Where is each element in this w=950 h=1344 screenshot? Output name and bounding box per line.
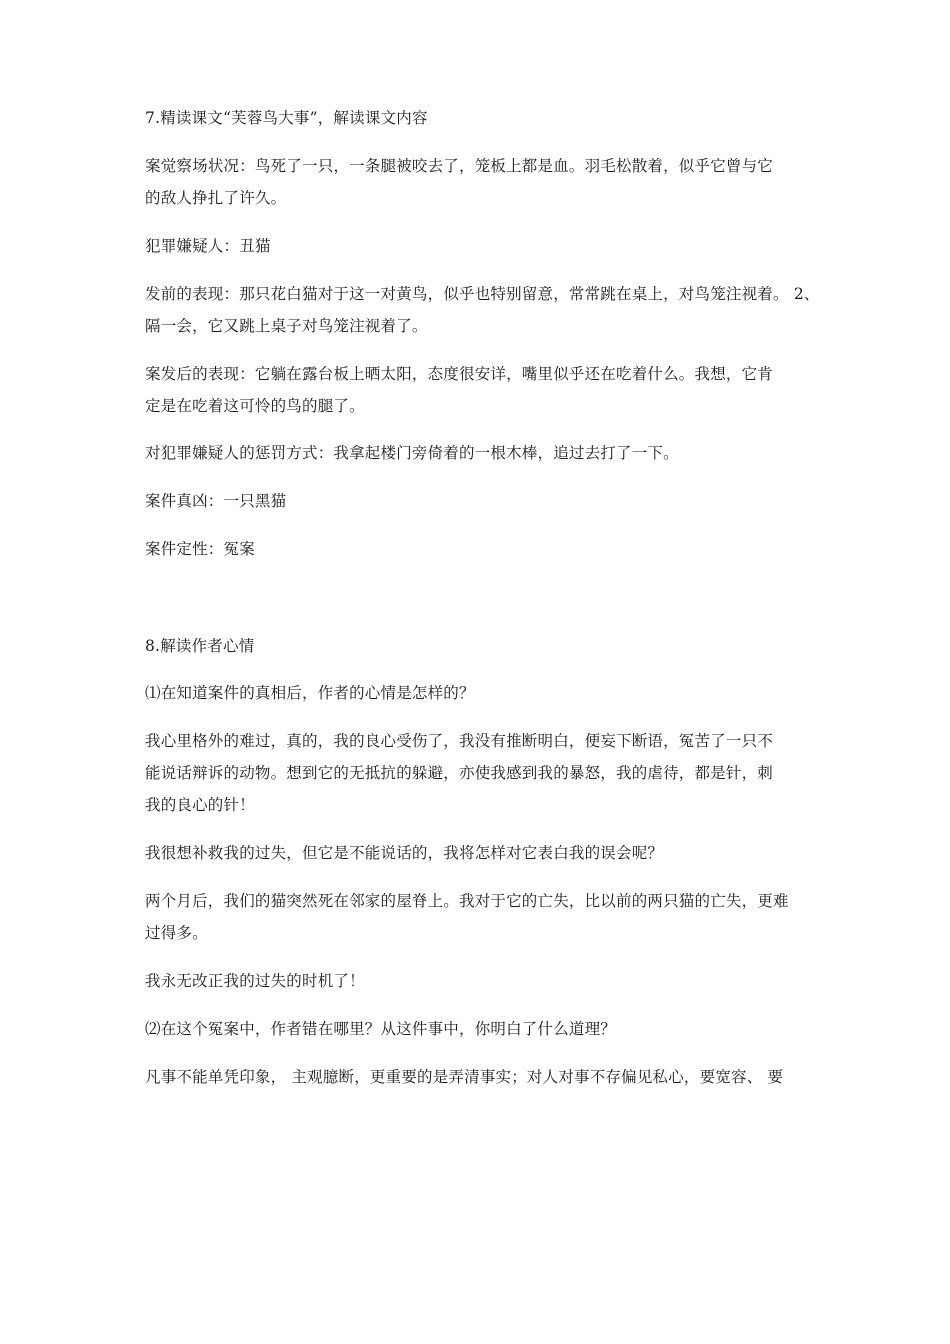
section-7-heading: 7.精读课文“芙蓉鸟大事”，解读课文内容 xyxy=(145,109,428,127)
crime-scene-line-2: 的敌人挣扎了许久。 xyxy=(145,189,287,207)
answer-2: 我很想补救我的过失，但它是不能说话的，我将怎样对它表白我的误会呢？ xyxy=(145,844,664,862)
after-crime-line-2: 定是在吃着这可怜的鸟的腿了。 xyxy=(145,397,365,415)
culprit-line: 案件真凶：一只黑猫 xyxy=(145,492,287,510)
case-nature-line: 案件定性：冤案 xyxy=(145,540,255,558)
answer-1-line-3: 我的良心的针！ xyxy=(145,796,255,814)
crime-scene-line-1: 案觉察场状况：鸟死了一只，一条腿被咬去了，笼板上都是血。羽毛松散着，似乎它曾与它 xyxy=(145,157,774,175)
punishment-line: 对犯罪嫌疑人的惩罚方式：我拿起楼门旁倚着的一根木棒，追过去打了一下。 xyxy=(145,444,679,462)
before-crime-line-1: 发前的表现：那只花白猫对于这一对黄鸟，似乎也特别留意，常常跳在桌上，对鸟笼注视着。 2、 xyxy=(145,285,820,303)
suspect-line: 犯罪嫌疑人：丑猫 xyxy=(145,237,271,255)
after-crime-line-1: 案发后的表现：它躺在露台板上晒太阳，态度很安详，嘴里似乎还在吃着什么。我想，它肯 xyxy=(145,365,774,383)
question-2: ⑵在这个冤案中，作者错在哪里？从这件事中，你明白了什么道理？ xyxy=(145,1020,617,1038)
section-8-heading: 8.解读作者心情 xyxy=(145,637,255,655)
answer-3-line-2: 过得多。 xyxy=(145,924,208,942)
question-1: ⑴在知道案件的真相后，作者的心情是怎样的？ xyxy=(145,684,475,702)
before-crime-line-2: 隔一会，它又跳上桌子对鸟笼注视着了。 xyxy=(145,317,428,335)
answer-1-line-2: 能说话辩诉的动物。想到它的无抵抗的躲避，亦使我感到我的暴怒，我的虐待，都是针，刺 xyxy=(145,764,774,782)
answer-3-line-1: 两个月后，我们的猫突然死在邻家的屋脊上。我对于它的亡失，比以前的两只猫的亡失，更难 xyxy=(145,892,789,910)
answer-1-line-1: 我心里格外的难过，真的，我的良心受伤了，我没有推断明白，便妄下断语，冤苦了一只不 xyxy=(145,732,774,750)
answer-5: 凡事不能单凭印象， 主观臆断，更重要的是弄清事实；对人对事不存偏见私心，要宽容、 要 xyxy=(145,1068,784,1086)
answer-4: 我永无改正我的过失的时机了！ xyxy=(145,972,365,990)
